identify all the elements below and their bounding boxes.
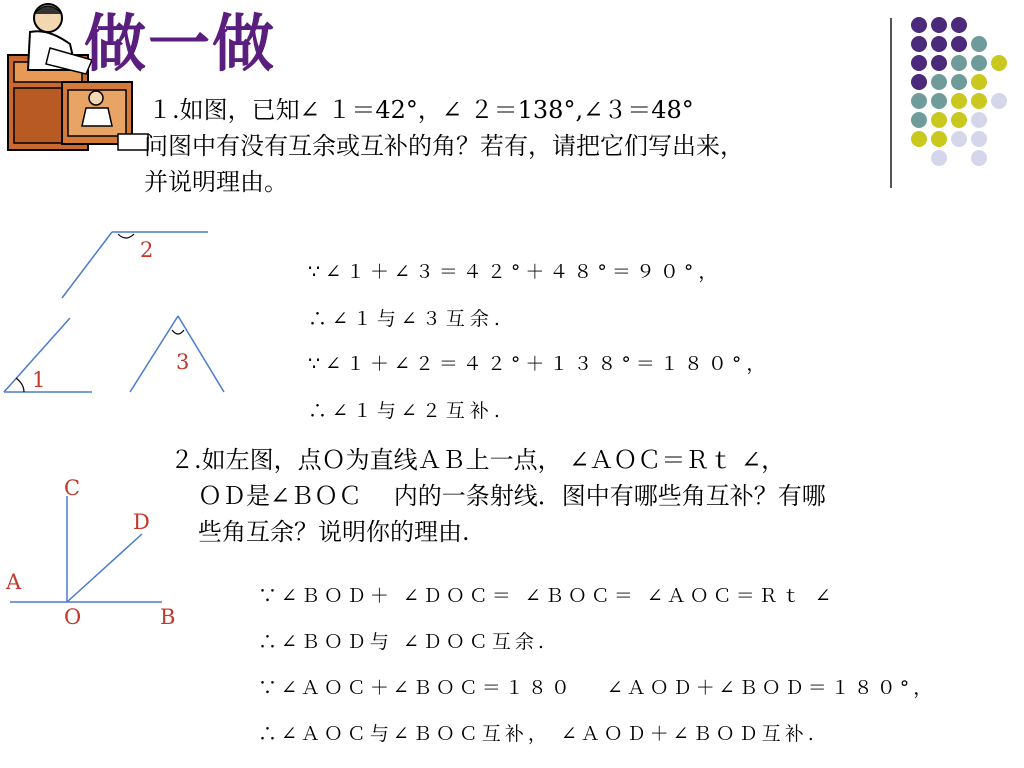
label-point-d: D bbox=[133, 510, 150, 534]
label-point-o: O bbox=[64, 605, 82, 629]
figure-angle2 bbox=[62, 232, 208, 298]
label-angle3: 3 bbox=[176, 350, 190, 374]
solution2-line1: ∵∠ＢＯＤ＋ ∠ＤＯＣ＝ ∠ＢＯＣ＝ ∠ＡＯＣ＝Ｒｔ ∠ bbox=[258, 585, 835, 607]
question2-line1: ２.如左图，点Ｏ为直线ＡＢ上一点， ∠ＡＯＣ＝Ｒｔ ∠， bbox=[170, 446, 786, 474]
solution2-line3: ∵∠ＡＯＣ＋∠ＢＯＣ＝１８０ ∠ＡＯＤ＋∠ＢＯＤ＝１８０°， bbox=[258, 677, 937, 699]
figure-angle1 bbox=[4, 318, 92, 392]
solution1-line1: ∵∠１＋∠３＝４２°＋４８°＝９０°， bbox=[308, 261, 723, 283]
label-point-c: C bbox=[64, 476, 81, 500]
question1-line1: １.如图，已知∠ １＝42°，∠ ２＝138°,∠３＝48° bbox=[148, 96, 694, 124]
label-point-b: B bbox=[160, 605, 176, 629]
solution1-line3: ∵∠１＋∠２＝４２°＋１３８°＝１８０°， bbox=[308, 353, 771, 375]
solution2-line2: ∴∠ＢＯＤ与 ∠ＤＯＣ互余. bbox=[258, 631, 548, 653]
page-title: 做一做 bbox=[84, 7, 277, 80]
question2-line3: 些角互余？说明你的理由. bbox=[198, 518, 470, 546]
solution2-line4: ∴∠ＡＯＣ与∠ＢＯＣ互补， ∠ＡＯＤ＋∠ＢＯＤ互补. bbox=[258, 723, 818, 745]
question2-line2: ＯＤ是∠ＢＯＣ 内的一条射线．图中有哪些角互补？有哪 bbox=[198, 482, 826, 510]
label-angle2: 2 bbox=[140, 238, 154, 262]
question1-line2: 问图中有没有互余或互补的角？若有，请把它们写出来， bbox=[144, 132, 744, 160]
question2 bbox=[170, 442, 826, 550]
label-angle1: 1 bbox=[32, 368, 46, 392]
label-point-a: A bbox=[6, 570, 22, 594]
solution1-line4: ∴∠１与∠２互补. bbox=[308, 400, 505, 422]
solution1-line2: ∴∠１与∠３互余. bbox=[308, 308, 505, 330]
question1-line3: 并说明理由。 bbox=[144, 168, 288, 196]
